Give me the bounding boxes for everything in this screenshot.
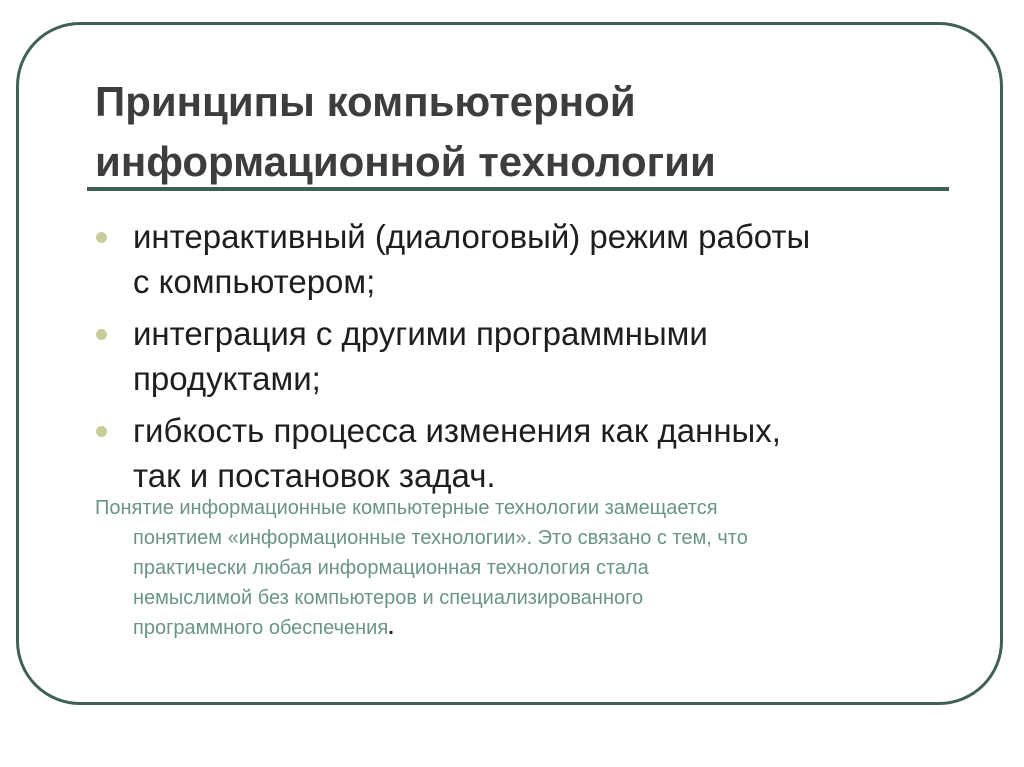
- explanatory-note: [95, 493, 935, 643]
- slide-title-line-1: Принципы компьютерной: [95, 78, 636, 125]
- slide-title-line-2: информационной технологии: [95, 138, 716, 185]
- note-line: практически любая информационная технология стала: [133, 557, 649, 579]
- bullet-text-line: с компьютером;: [133, 263, 376, 300]
- note-line-text: программного обеспечения: [133, 617, 389, 639]
- bullet-text-line: интерактивный (диалоговый) режим работы: [133, 218, 811, 255]
- bullet-list: [95, 214, 965, 505]
- bullet-item-interactive-mode: [95, 214, 965, 304]
- slide-title: [95, 72, 955, 192]
- bullet-dot-icon: [96, 232, 107, 243]
- bullet-item-flexibility: [95, 408, 965, 498]
- bullet-text-line: продуктами;: [133, 360, 321, 397]
- bullet-item-integration: [95, 311, 965, 401]
- bullet-dot-icon: [96, 426, 107, 437]
- bullet-dot-icon: [96, 329, 107, 340]
- note-line-last: [95, 613, 935, 643]
- bullet-text-line: гибкость процесса изменения как данных,: [133, 412, 781, 449]
- note-line: понятием «информационные технологии». Это связано с тем, что: [133, 527, 748, 549]
- title-underline-divider: [87, 187, 949, 191]
- bullet-text-line: так и постановок задач.: [133, 457, 496, 494]
- bullet-text-line: интеграция с другими программными: [133, 315, 708, 352]
- note-end-period: .: [388, 617, 394, 639]
- note-line: Понятие информационные компьютерные технологии замещается: [95, 497, 718, 519]
- note-line: немыслимой без компьютеров и специализированного: [133, 587, 644, 609]
